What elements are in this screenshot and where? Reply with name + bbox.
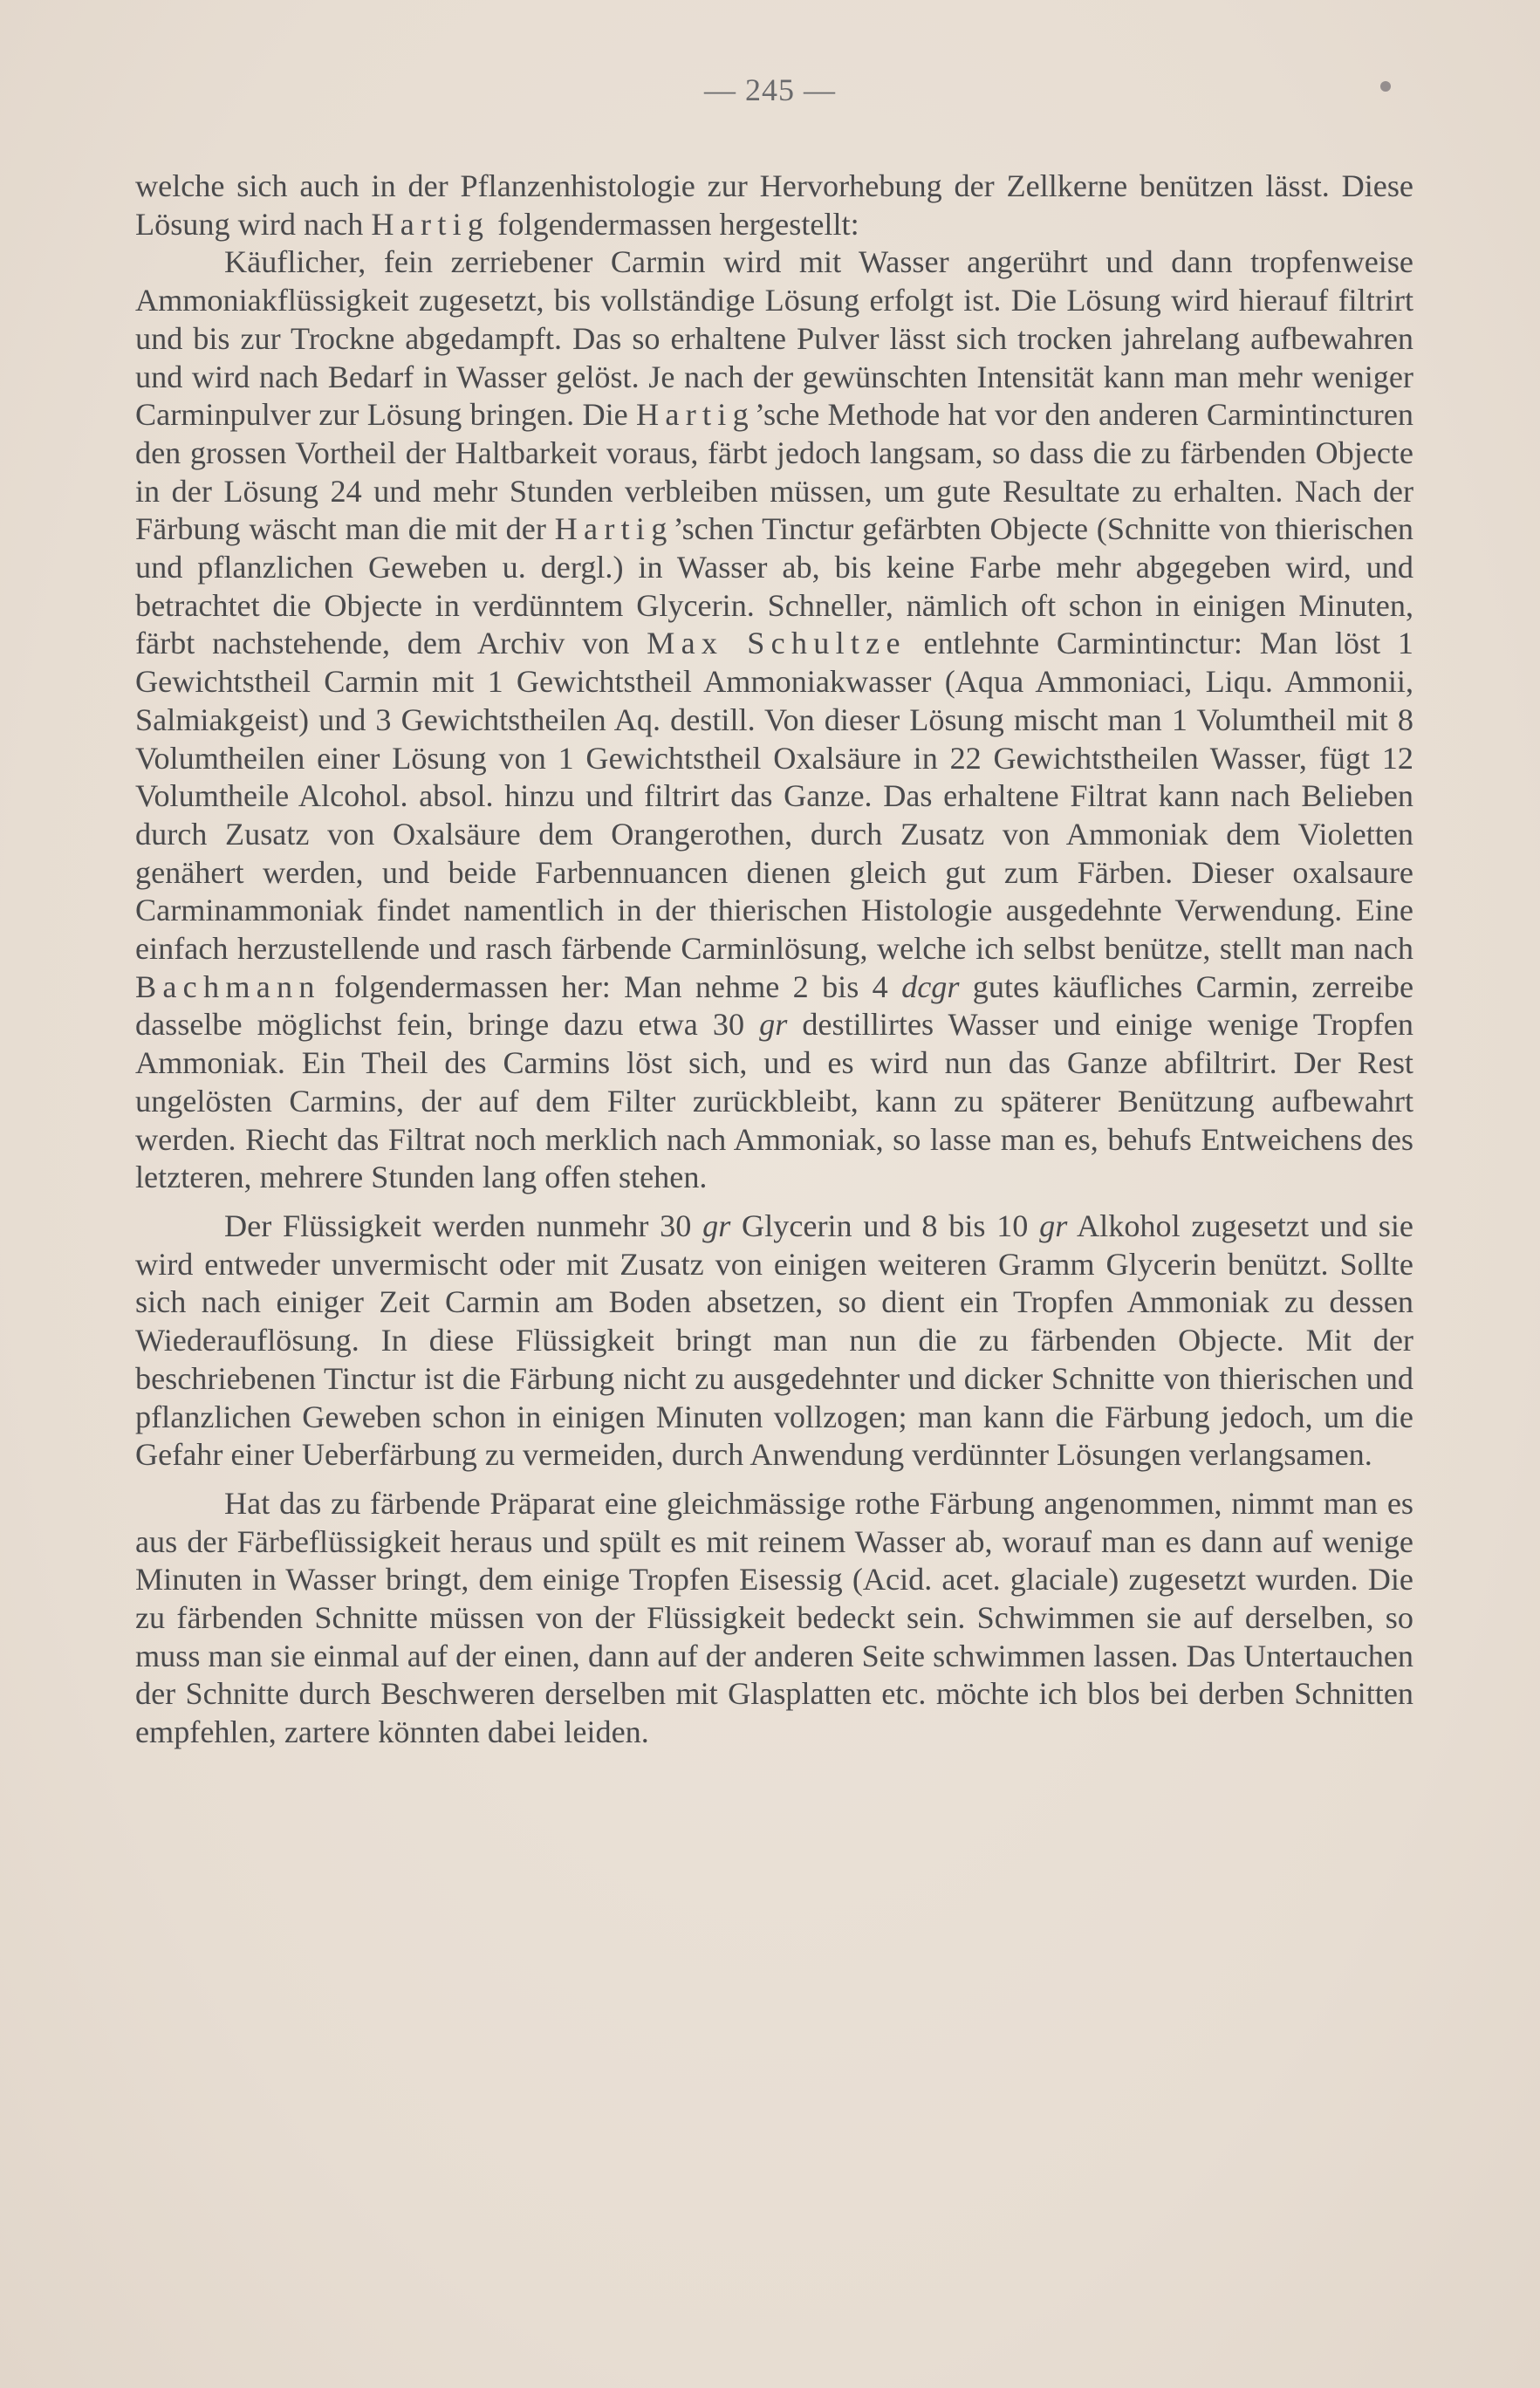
page-body-text [135, 168, 1413, 1752]
spaced-name: Max Schultze [647, 626, 907, 661]
text-run: Hat das zu färbende Präparat eine gleichmässige rothe Färbung angenommen, nimmt man es aus der Färbeflüssigkeit heraus und spült es mit reinem Wasser ab, worauf man es dann auf wenige Minuten in Wasser bringt, dem einige Tropfen Eisessig (Acid. acet. glaciale) zugesetzt wurden. Die zu färbenden Schnitte müssen von der Flüssigkeit bedeckt sein. Schwimmen sie auf derselben, so muss man sie einmal auf der einen, dann auf der anderen Seite schwimmen lassen. Das Untertauchen der Schnitte durch Beschweren derselben mit Glasplatten etc. möchte ich blos bei derben Schnitten empfehlen, zartere könnten dabei leiden. [135, 1485, 1413, 1750]
paragraph-4 [135, 1485, 1413, 1752]
spaced-name: Hartig [371, 206, 490, 242]
text-run: Glycerin und 8 bis 10 [730, 1208, 1040, 1243]
text-run: welche sich auch in der Pflanzenhistologie zur Hervorhebung der Zellkerne benützen lässt. Diese Lösung wird nach [135, 168, 1413, 242]
text-run: entlehnte Carmintinctur: Man löst 1 Gewichtstheil Carmin mit 1 Gewichtstheil Ammoniakwasser (Aqua Ammoniaci, Liqu. Ammonii, Salmiakgeist) und 3 Gewichtstheilen Aq. destill. Von dieser Lösung mischt man 1 Volumtheil mit 8 Volumtheilen einer Lösung von 1 Gewichtstheil Oxalsäure in 22 Gewichtstheilen Wasser, fügt 12 Volumtheile Alcohol. absol. hinzu und filtrirt das Ganze. Das erhaltene Filtrat kann nach Belieben durch Zusatz von Oxalsäure dem Orangerothen, durch Zusatz von Ammoniak dem Violetten genähert werden, und beide Farbennuancen dienen gleich gut zum Färben. Dieser oxalsaure Carminammoniak findet namentlich in der thierischen Histologie ausgedehnte Verwendung. Eine einfach herzustellende und rasch färbende Carminlösung, welche ich selbst benütze, stellt man nach [135, 626, 1413, 967]
paragraph-1 [135, 168, 1413, 243]
text-run: destillirtes Wasser und einige wenige Tropfen Ammoniak. Ein Theil des Carmins löst sich, und es wird nun das Ganze abfiltrirt. Der Rest ungelösten Carmins, der auf dem Filter zurückbleibt, kann zu späterer Benützung aufbewahrt werden. Riecht das Filtrat noch merklich nach Ammoniak, so lasse man es, behufs Entweichens des letzteren, mehrere Stunden lang offen stehen. [135, 1007, 1413, 1195]
ink-speck [1380, 81, 1391, 92]
text-run: Käuflicher, fein zerriebener Carmin wird mit Wasser angerührt und dann tropfenweise Ammoniakflüssigkeit zugesetzt, bis vollständige Lösung erfolgt ist. Die Lösung wird hierauf filtrirt und bis zur Trockne abgedampft. Das so erhaltene Pulver lässt sich trocken jahrelang aufbewahren und wird nach Bedarf in Wasser gelöst. Je nach der gewünschten Intensität kann man mehr weniger Carminpulver zur Lösung bringen. Die [135, 244, 1413, 433]
italic-unit: gr [759, 1007, 788, 1043]
paragraph-2 [135, 243, 1413, 1197]
text-run: Alkohol zugesetzt und sie wird entweder unvermischt oder mit Zusatz von einigen weiteren Gramm Glycerin benützt. Sollte sich nach einiger Zeit Carmin am Boden absetzen, so dient ein Tropfen Ammoniak zu dessen Wiederauflösung. In diese Flüssigkeit bringt man nun die zu färbenden Objecte. Mit der beschriebenen Tinctur ist die Färbung nicht zu ausgedehnter und dicker Schnitte von thierischen und pflanzlichen Geweben schon in einigen Minuten vollzogen; man kann die Färbung jedoch, um die Gefahr einer Ueberfärbung zu vermeiden, durch Anwendung verdünnter Lösungen verlangsamen. [135, 1208, 1413, 1473]
text-run: gutes käufliches Carmin, zerreibe dasselbe möglichst fein, bringe dazu etwa 30 [135, 968, 1413, 1043]
page-number: — 245 — [704, 72, 836, 107]
text-run: Der Flüssigkeit werden nunmehr 30 [224, 1208, 703, 1243]
text-run: ’sche Methode hat vor den anderen Carmintincturen den grossen Vortheil der Haltbarkeit voraus, färbt jedoch langsam, so dass die zu färbenden Objecte in der Lösung 24 und mehr Stunden verbleiben müssen, um gute Resultate zu erhalten. Nach der Färbung wäscht man die mit der [135, 397, 1413, 547]
spaced-name: Hartig [636, 397, 755, 433]
text-run: folgendermassen her: Man nehme 2 bis 4 [320, 968, 902, 1004]
paragraph-3 [135, 1208, 1413, 1475]
spaced-name: Hartig [554, 511, 674, 547]
spaced-name: Bachmann [135, 968, 321, 1004]
italic-unit: dcgr [901, 968, 960, 1004]
italic-unit: gr [1039, 1208, 1068, 1243]
italic-unit: gr [702, 1208, 731, 1243]
text-run: folgendermassen hergestellt: [489, 206, 859, 242]
text-run: ’schen Tinctur gefärbten Objecte (Schnitte von thierischen und pflanzlichen Geweben u. dergl.) in Wasser ab, bis keine Farbe mehr abgegeben wird, und betrachtet die Objecte in verdünntem Glycerin. Schneller, nämlich oft schon in einigen Minuten, färbt nachstehende, dem Archiv von [135, 511, 1413, 661]
